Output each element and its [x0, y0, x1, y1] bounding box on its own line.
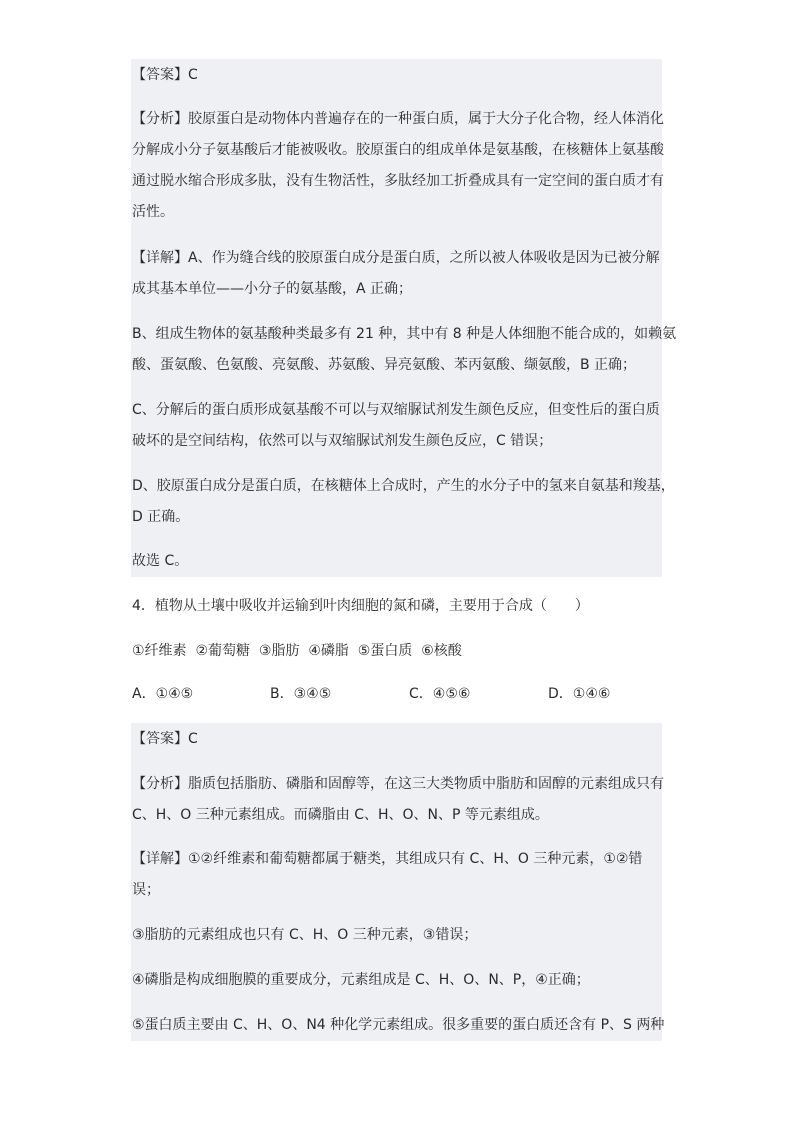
option-a: A．①④⑤	[132, 686, 194, 702]
text-line: 分解成小分子氨基酸后才能被吸收。胶原蛋白的组成单体是氨基酸，在核糖体上氨基酸	[132, 142, 664, 158]
option-b: B．③④⑤	[270, 686, 332, 702]
detail-5-line: ⑤蛋白质主要由 C、H、O、N4 种化学元素组成。很多重要的蛋白质还含有 P、S 两种	[132, 1017, 665, 1033]
question-options	[132, 683, 662, 707]
text-line: 通过脱水缩合形成多肽，没有生物活性，多肽经加工折叠成具有一定空间的蛋白质才有	[132, 173, 664, 189]
text-line: 【详解】A、作为缝合线的胶原蛋白成分是蛋白质，之所以被人体吸收是因为已被分解	[132, 250, 660, 266]
detail-3-line: ③脂肪的元素组成也只有 C、H、O 三种元素，③错误；	[132, 927, 478, 943]
text-line: C、H、O 三种元素组成。而磷脂由 C、H、O、N、P 等元素组成。	[132, 807, 549, 823]
text-line: 酸、蛋氨酸、色氨酸、亮氨酸、苏氨酸、异亮氨酸、苯丙氨酸、缬氨酸，B 正确；	[132, 357, 637, 373]
conclusion-line: 故选 C。	[132, 553, 189, 569]
analysis-paragraph	[132, 104, 662, 228]
text-line: 破坏的是空间结构，依然可以与双缩脲试剂发生颜色反应，C 错误；	[132, 433, 553, 449]
text-line: 【详解】①②纤维素和葡萄糖都属于糖类，其组成只有 C、H、O 三种元素，①②错	[132, 851, 643, 867]
option-c: C．④⑤⑥	[409, 686, 471, 702]
question-items: ①纤维素 ②葡萄糖 ③脂肪 ④磷脂 ⑤蛋白质 ⑥核酸	[132, 643, 462, 659]
text-line: 【分析】脂质包括脂肪、磷脂和固醇等，在这三大类物质中脂肪和固醇的元素组成只有	[132, 776, 664, 792]
answer-line: 【答案】C	[132, 731, 198, 747]
answer-line: 【答案】C	[132, 67, 198, 83]
detail-c-paragraph	[132, 395, 662, 457]
question-stem: 4．植物从土壤中吸收并运输到叶肉细胞的氮和磷，主要用于合成（ ）	[132, 598, 589, 614]
text-line: D、胶原蛋白成分是蛋白质，在核糖体上合成时，产生的水分子中的氢来自氨基和羧基，	[132, 478, 675, 494]
text-line: B、组成生物体的氨基酸种类最多有 21 种，其中有 8 种是人体细胞不能合成的，如赖氨	[132, 326, 677, 342]
option-d: D．①④⑥	[548, 686, 611, 702]
detail-b-paragraph	[132, 319, 677, 381]
detail-4-line: ④磷脂是构成细胞膜的重要成分，元素组成是 C、H、O、N、P，④正确；	[132, 972, 590, 988]
detail-a-paragraph	[132, 243, 662, 305]
detail-12-paragraph	[132, 844, 662, 906]
text-line: 【分析】胶原蛋白是动物体内普遍存在的一种蛋白质，属于大分子化合物，经人体消化	[132, 111, 664, 127]
text-line: C、分解后的蛋白质形成氨基酸不可以与双缩脲试剂发生颜色反应，但变性后的蛋白质	[132, 402, 660, 418]
text-line: D 正确。	[132, 509, 190, 525]
text-line: 成其基本单位——小分子的氨基酸，A 正确；	[132, 281, 413, 297]
text-line: 活性。	[132, 204, 174, 220]
analysis-paragraph	[132, 769, 662, 831]
detail-d-paragraph	[132, 471, 675, 533]
text-line: 误；	[132, 882, 160, 898]
